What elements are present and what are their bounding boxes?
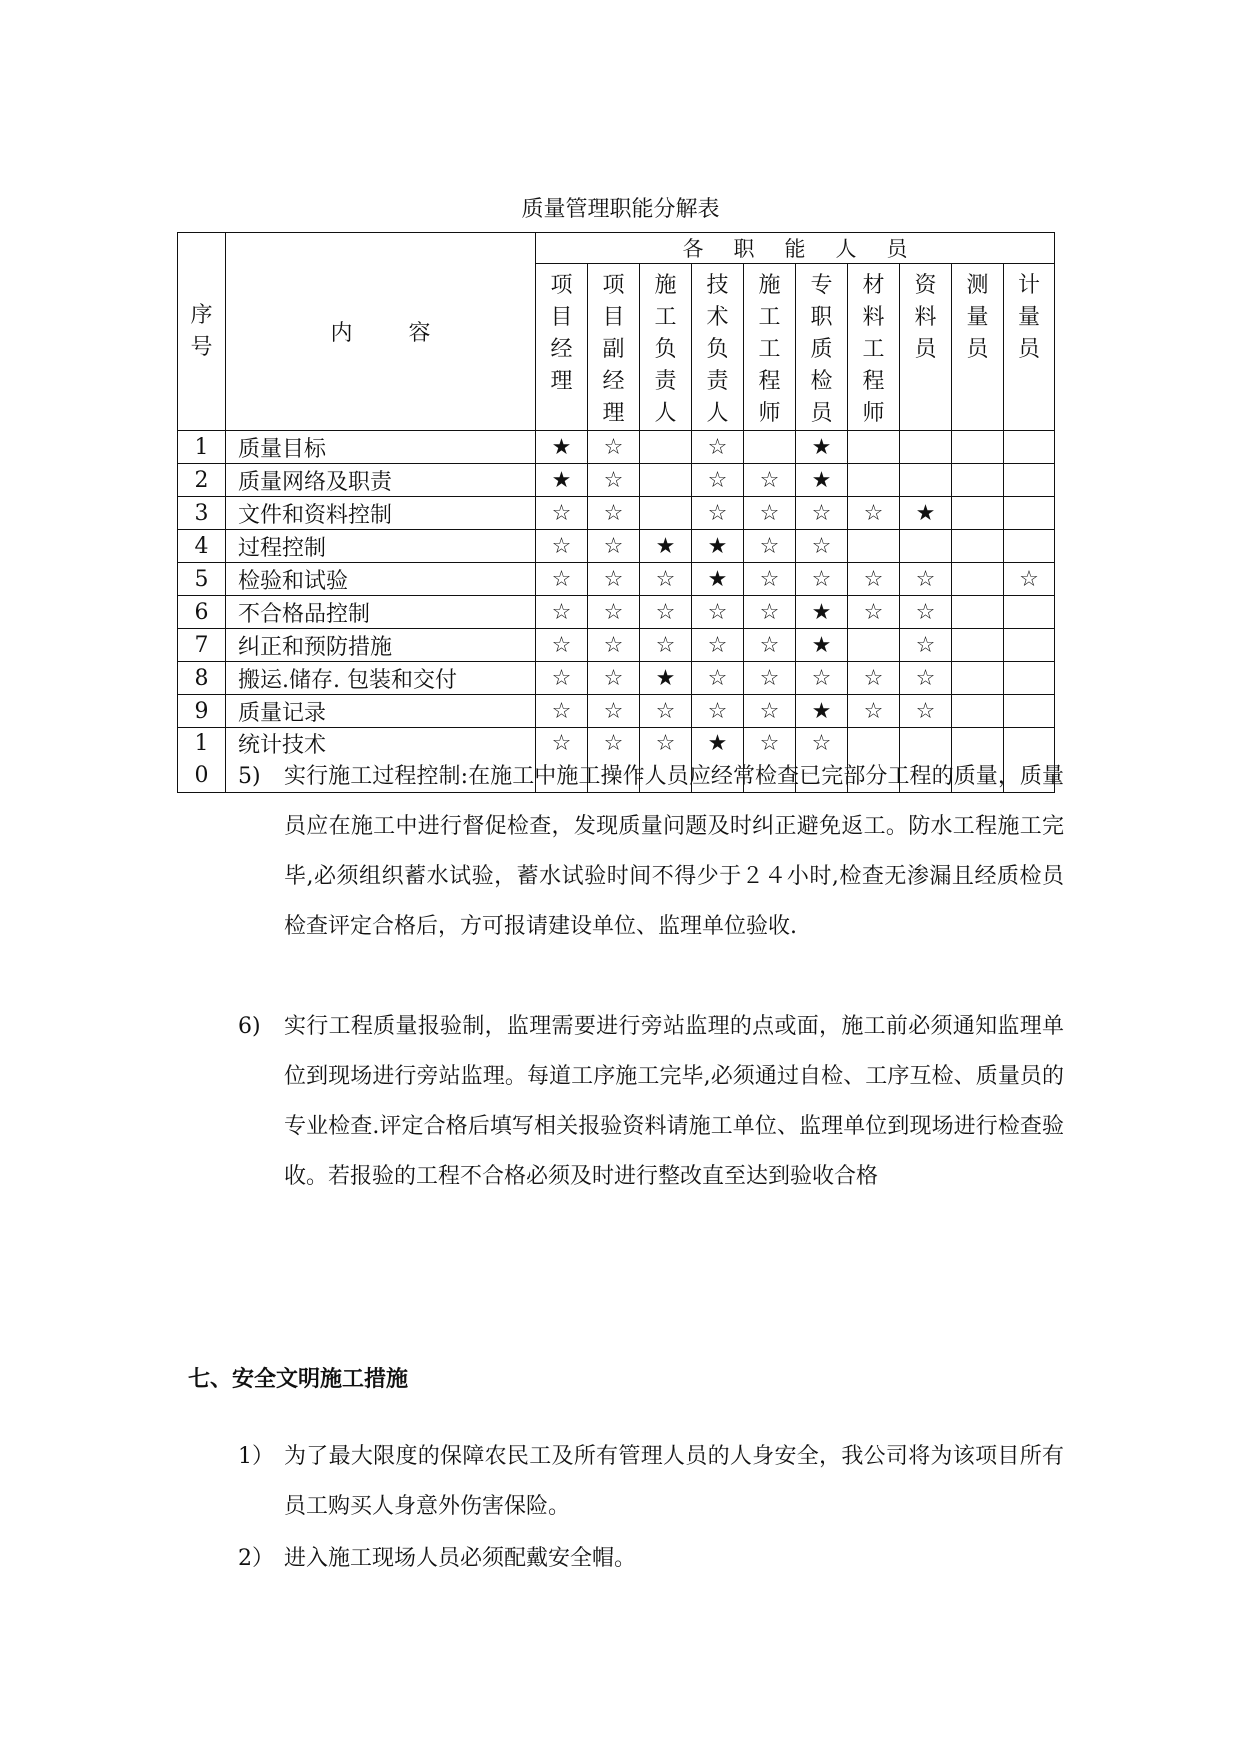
role-mark-cell bbox=[744, 464, 796, 497]
safety-item-text: 进入施工现场人员必须配戴安全帽。 bbox=[284, 1546, 637, 1571]
role-mark-cell bbox=[744, 695, 796, 728]
role-mark-cell bbox=[640, 497, 692, 530]
role-mark-cell bbox=[640, 596, 692, 629]
filled-star-icon: ★ bbox=[655, 534, 676, 559]
role-header-cell bbox=[744, 264, 796, 431]
role-mark-cell bbox=[692, 596, 744, 629]
role-mark-cell bbox=[744, 629, 796, 662]
paragraph-6 bbox=[238, 1002, 1064, 1202]
outline-star-icon: ☆ bbox=[811, 567, 832, 592]
outline-star-icon: ☆ bbox=[915, 633, 936, 658]
role-mark-cell bbox=[588, 497, 640, 530]
role-mark-cell bbox=[1004, 629, 1055, 662]
role-header-cell bbox=[952, 264, 1004, 431]
outline-star-icon: ☆ bbox=[655, 699, 676, 724]
outline-star-icon: ☆ bbox=[655, 731, 676, 756]
role-header-cell bbox=[536, 264, 588, 431]
outline-star-icon: ☆ bbox=[551, 600, 572, 625]
outline-star-icon: ☆ bbox=[655, 567, 676, 592]
outline-star-icon: ☆ bbox=[915, 600, 936, 625]
role-mark-cell bbox=[744, 530, 796, 563]
outline-star-icon: ☆ bbox=[811, 534, 832, 559]
role-mark-cell bbox=[952, 596, 1004, 629]
role-mark-cell bbox=[640, 629, 692, 662]
outline-star-icon: ☆ bbox=[603, 731, 624, 756]
role-mark-cell bbox=[848, 662, 900, 695]
role-header: 材料工程师 bbox=[862, 273, 885, 426]
row-number: 6 bbox=[178, 596, 226, 629]
role-mark-cell bbox=[536, 596, 588, 629]
filled-star-icon: ★ bbox=[811, 600, 832, 625]
role-mark-cell bbox=[692, 662, 744, 695]
role-mark-cell bbox=[900, 563, 952, 596]
role-mark-cell bbox=[848, 629, 900, 662]
role-mark-cell bbox=[640, 695, 692, 728]
table-row bbox=[178, 530, 1055, 563]
role-mark-cell bbox=[900, 596, 952, 629]
safety-item-1 bbox=[238, 1432, 1064, 1532]
outline-star-icon: ☆ bbox=[759, 567, 780, 592]
row-content: 不合格品控制 bbox=[226, 596, 536, 629]
role-mark-cell bbox=[1004, 530, 1055, 563]
filled-star-icon: ★ bbox=[551, 468, 572, 493]
outline-star-icon: ☆ bbox=[551, 699, 572, 724]
outline-star-icon: ☆ bbox=[551, 633, 572, 658]
outline-star-icon: ☆ bbox=[759, 501, 780, 526]
role-mark-cell bbox=[1004, 431, 1055, 464]
row-content: 纠正和预防措施 bbox=[226, 629, 536, 662]
row-number bbox=[178, 728, 226, 793]
role-mark-cell bbox=[588, 530, 640, 563]
role-header: 施工负责人 bbox=[654, 273, 677, 426]
paragraph-text: 实行工程质量报验制，监理需要进行旁站监理的点或面，施工前必须通知监理单位到现场进行旁站监理。每道工序施工完毕,必须通过自检、工序互检、质量员的专业检查.评定合格后填写相关报验资料请施工单位、监理单位到现场进行检查验收。若报验的工程不合格必须及时进行整改直至达到验收合格 bbox=[284, 1014, 1064, 1189]
role-mark-cell bbox=[848, 596, 900, 629]
role-mark-cell bbox=[796, 596, 848, 629]
role-mark-cell bbox=[1004, 464, 1055, 497]
content-header-cell bbox=[226, 233, 536, 431]
outline-star-icon: ☆ bbox=[707, 666, 728, 691]
role-mark-cell bbox=[796, 662, 848, 695]
role-mark-cell bbox=[1004, 695, 1055, 728]
table-row bbox=[178, 629, 1055, 662]
role-mark-cell bbox=[900, 497, 952, 530]
group-header-cell bbox=[536, 233, 1055, 264]
outline-star-icon: ☆ bbox=[707, 435, 728, 460]
outline-star-icon: ☆ bbox=[707, 600, 728, 625]
filled-star-icon: ★ bbox=[915, 501, 936, 526]
outline-star-icon: ☆ bbox=[603, 501, 624, 526]
role-mark-cell bbox=[952, 662, 1004, 695]
filled-star-icon: ★ bbox=[655, 666, 676, 691]
role-mark-cell bbox=[692, 431, 744, 464]
row-content: 过程控制 bbox=[226, 530, 536, 563]
role-mark-cell bbox=[952, 464, 1004, 497]
role-mark-cell bbox=[848, 695, 900, 728]
role-mark-cell bbox=[536, 431, 588, 464]
role-mark-cell bbox=[848, 497, 900, 530]
role-mark-cell bbox=[744, 431, 796, 464]
paragraph-number: 6) bbox=[238, 1014, 261, 1039]
outline-star-icon: ☆ bbox=[603, 600, 624, 625]
role-mark-cell bbox=[536, 629, 588, 662]
role-mark-cell bbox=[744, 497, 796, 530]
row-content: 质量目标 bbox=[226, 431, 536, 464]
row-number: 3 bbox=[178, 497, 226, 530]
outline-star-icon: ☆ bbox=[759, 633, 780, 658]
outline-star-icon: ☆ bbox=[863, 501, 884, 526]
outline-star-icon: ☆ bbox=[655, 633, 676, 658]
role-mark-cell bbox=[1004, 497, 1055, 530]
role-header-cell bbox=[692, 264, 744, 431]
outline-star-icon: ☆ bbox=[759, 731, 780, 756]
quality-function-matrix bbox=[177, 232, 1055, 793]
row-content: 质量记录 bbox=[226, 695, 536, 728]
outline-star-icon: ☆ bbox=[759, 468, 780, 493]
outline-star-icon: ☆ bbox=[811, 666, 832, 691]
role-mark-cell bbox=[744, 563, 796, 596]
safety-item-number: 1） bbox=[238, 1444, 274, 1469]
outline-star-icon: ☆ bbox=[603, 534, 624, 559]
role-mark-cell bbox=[640, 563, 692, 596]
role-mark-cell bbox=[588, 464, 640, 497]
section-heading: 七、安全文明施工措施 bbox=[188, 1367, 409, 1392]
row-content: 检验和试验 bbox=[226, 563, 536, 596]
role-mark-cell bbox=[900, 695, 952, 728]
filled-star-icon: ★ bbox=[811, 468, 832, 493]
row-content: 文件和资料控制 bbox=[226, 497, 536, 530]
role-mark-cell bbox=[588, 596, 640, 629]
table-row bbox=[178, 596, 1055, 629]
paragraph-5 bbox=[238, 752, 1064, 952]
role-mark-cell bbox=[692, 497, 744, 530]
role-mark-cell bbox=[900, 464, 952, 497]
role-mark-cell bbox=[536, 662, 588, 695]
role-mark-cell bbox=[952, 497, 1004, 530]
role-mark-cell bbox=[536, 695, 588, 728]
row-content: 统计技术 bbox=[226, 728, 536, 793]
role-header: 专职质检员 bbox=[810, 273, 833, 426]
role-mark-cell bbox=[588, 629, 640, 662]
outline-star-icon: ☆ bbox=[603, 468, 624, 493]
role-mark-cell bbox=[536, 530, 588, 563]
outline-star-icon: ☆ bbox=[603, 435, 624, 460]
role-mark-cell bbox=[1004, 563, 1055, 596]
safety-item-2 bbox=[238, 1534, 1064, 1584]
group-header: 各职能人员 bbox=[682, 237, 938, 261]
role-mark-cell bbox=[848, 530, 900, 563]
table-row bbox=[178, 695, 1055, 728]
role-header-cell bbox=[848, 264, 900, 431]
outline-star-icon: ☆ bbox=[603, 699, 624, 724]
role-mark-cell bbox=[744, 596, 796, 629]
outline-star-icon: ☆ bbox=[603, 633, 624, 658]
filled-star-icon: ★ bbox=[811, 699, 832, 724]
role-mark-cell bbox=[952, 695, 1004, 728]
role-mark-cell bbox=[640, 431, 692, 464]
role-mark-cell bbox=[900, 530, 952, 563]
outline-star-icon: ☆ bbox=[551, 666, 572, 691]
role-mark-cell bbox=[692, 530, 744, 563]
outline-star-icon: ☆ bbox=[1019, 567, 1039, 592]
role-mark-cell bbox=[796, 629, 848, 662]
role-mark-cell bbox=[536, 563, 588, 596]
outline-star-icon: ☆ bbox=[759, 699, 780, 724]
table-row bbox=[178, 662, 1055, 695]
outline-star-icon: ☆ bbox=[811, 731, 832, 756]
outline-star-icon: ☆ bbox=[863, 699, 884, 724]
outline-star-icon: ☆ bbox=[707, 468, 728, 493]
role-header: 测量员 bbox=[966, 273, 989, 362]
role-mark-cell bbox=[900, 431, 952, 464]
outline-star-icon: ☆ bbox=[551, 501, 572, 526]
outline-star-icon: ☆ bbox=[655, 600, 676, 625]
outline-star-icon: ☆ bbox=[863, 567, 884, 592]
outline-star-icon: ☆ bbox=[915, 699, 936, 724]
content-header: 内容 bbox=[330, 321, 487, 346]
role-mark-cell bbox=[1004, 596, 1055, 629]
row-number: 1 bbox=[178, 431, 226, 464]
role-header: 项目副经理 bbox=[602, 273, 625, 426]
role-mark-cell bbox=[848, 464, 900, 497]
outline-star-icon: ☆ bbox=[707, 633, 728, 658]
seq-header-cell bbox=[178, 233, 226, 431]
outline-star-icon: ☆ bbox=[603, 666, 624, 691]
role-header: 项目经理 bbox=[550, 273, 573, 394]
table-row bbox=[178, 431, 1055, 464]
outline-star-icon: ☆ bbox=[551, 731, 572, 756]
paragraph-number: 5) bbox=[238, 764, 261, 789]
role-mark-cell bbox=[588, 563, 640, 596]
paragraph-text: 实行施工过程控制:在施工中施工操作人员应经常检查已完部分工程的质量，质量员应在施工中进行督促检查，发现质量问题及时纠正避免返工。防水工程施工完毕,必须组织蓄水试验，蓄水试验时间不得少于２４小时,检查无渗漏且经质检员检查评定合格后，方可报请建设单位、监理单位验收. bbox=[284, 764, 1064, 939]
role-header: 资料员 bbox=[914, 273, 937, 362]
role-mark-cell bbox=[796, 530, 848, 563]
role-mark-cell bbox=[900, 629, 952, 662]
role-mark-cell bbox=[588, 695, 640, 728]
role-mark-cell bbox=[588, 662, 640, 695]
outline-star-icon: ☆ bbox=[551, 534, 572, 559]
role-mark-cell bbox=[744, 662, 796, 695]
role-mark-cell bbox=[796, 563, 848, 596]
table-row bbox=[178, 464, 1055, 497]
row-number: 5 bbox=[178, 563, 226, 596]
role-header-cell bbox=[640, 264, 692, 431]
role-header: 计量员 bbox=[1017, 273, 1040, 362]
outline-star-icon: ☆ bbox=[759, 600, 780, 625]
row-number-text: 10 bbox=[194, 731, 209, 788]
outline-star-icon: ☆ bbox=[603, 567, 624, 592]
role-mark-cell bbox=[900, 662, 952, 695]
role-mark-cell bbox=[536, 497, 588, 530]
table-row bbox=[178, 563, 1055, 596]
role-mark-cell bbox=[952, 629, 1004, 662]
outline-star-icon: ☆ bbox=[863, 600, 884, 625]
role-mark-cell bbox=[848, 563, 900, 596]
role-mark-cell bbox=[1004, 662, 1055, 695]
role-mark-cell bbox=[640, 464, 692, 497]
row-number: 7 bbox=[178, 629, 226, 662]
outline-star-icon: ☆ bbox=[863, 666, 884, 691]
safety-item-text: 为了最大限度的保障农民工及所有管理人员的人身安全，我公司将为该项目所有员工购买人身意外伤害保险。 bbox=[284, 1444, 1064, 1519]
filled-star-icon: ★ bbox=[707, 731, 728, 756]
row-number: 8 bbox=[178, 662, 226, 695]
role-mark-cell bbox=[692, 695, 744, 728]
role-mark-cell bbox=[796, 497, 848, 530]
filled-star-icon: ★ bbox=[811, 633, 832, 658]
role-mark-cell bbox=[692, 629, 744, 662]
role-mark-cell bbox=[692, 464, 744, 497]
role-mark-cell bbox=[952, 530, 1004, 563]
role-header-cell bbox=[588, 264, 640, 431]
role-header: 施工工程师 bbox=[758, 273, 781, 426]
role-mark-cell bbox=[692, 563, 744, 596]
filled-star-icon: ★ bbox=[551, 435, 572, 460]
filled-star-icon: ★ bbox=[707, 567, 728, 592]
role-mark-cell bbox=[952, 563, 1004, 596]
role-header-cell bbox=[1004, 264, 1055, 431]
row-content: 搬运.储存. 包装和交付 bbox=[226, 662, 536, 695]
outline-star-icon: ☆ bbox=[759, 534, 780, 559]
row-number: 2 bbox=[178, 464, 226, 497]
outline-star-icon: ☆ bbox=[707, 699, 728, 724]
role-mark-cell bbox=[848, 431, 900, 464]
role-mark-cell bbox=[640, 662, 692, 695]
outline-star-icon: ☆ bbox=[915, 666, 936, 691]
row-number: 4 bbox=[178, 530, 226, 563]
filled-star-icon: ★ bbox=[707, 534, 728, 559]
outline-star-icon: ☆ bbox=[811, 501, 832, 526]
role-mark-cell bbox=[796, 695, 848, 728]
seq-header: 序号 bbox=[190, 302, 213, 360]
outline-star-icon: ☆ bbox=[915, 567, 936, 592]
role-header: 技术负责人 bbox=[706, 273, 729, 426]
table-title: 质量管理职能分解表 bbox=[521, 197, 720, 222]
role-header-cell bbox=[796, 264, 848, 431]
row-number: 9 bbox=[178, 695, 226, 728]
outline-star-icon: ☆ bbox=[707, 501, 728, 526]
role-mark-cell bbox=[796, 464, 848, 497]
role-mark-cell bbox=[640, 530, 692, 563]
outline-star-icon: ☆ bbox=[759, 666, 780, 691]
role-mark-cell bbox=[536, 464, 588, 497]
row-content: 质量网络及职责 bbox=[226, 464, 536, 497]
outline-star-icon: ☆ bbox=[551, 567, 572, 592]
filled-star-icon: ★ bbox=[811, 435, 832, 460]
safety-item-number: 2） bbox=[238, 1546, 274, 1571]
role-header-cell bbox=[900, 264, 952, 431]
table-row bbox=[178, 497, 1055, 530]
role-mark-cell bbox=[952, 431, 1004, 464]
role-mark-cell bbox=[588, 431, 640, 464]
role-mark-cell bbox=[796, 431, 848, 464]
